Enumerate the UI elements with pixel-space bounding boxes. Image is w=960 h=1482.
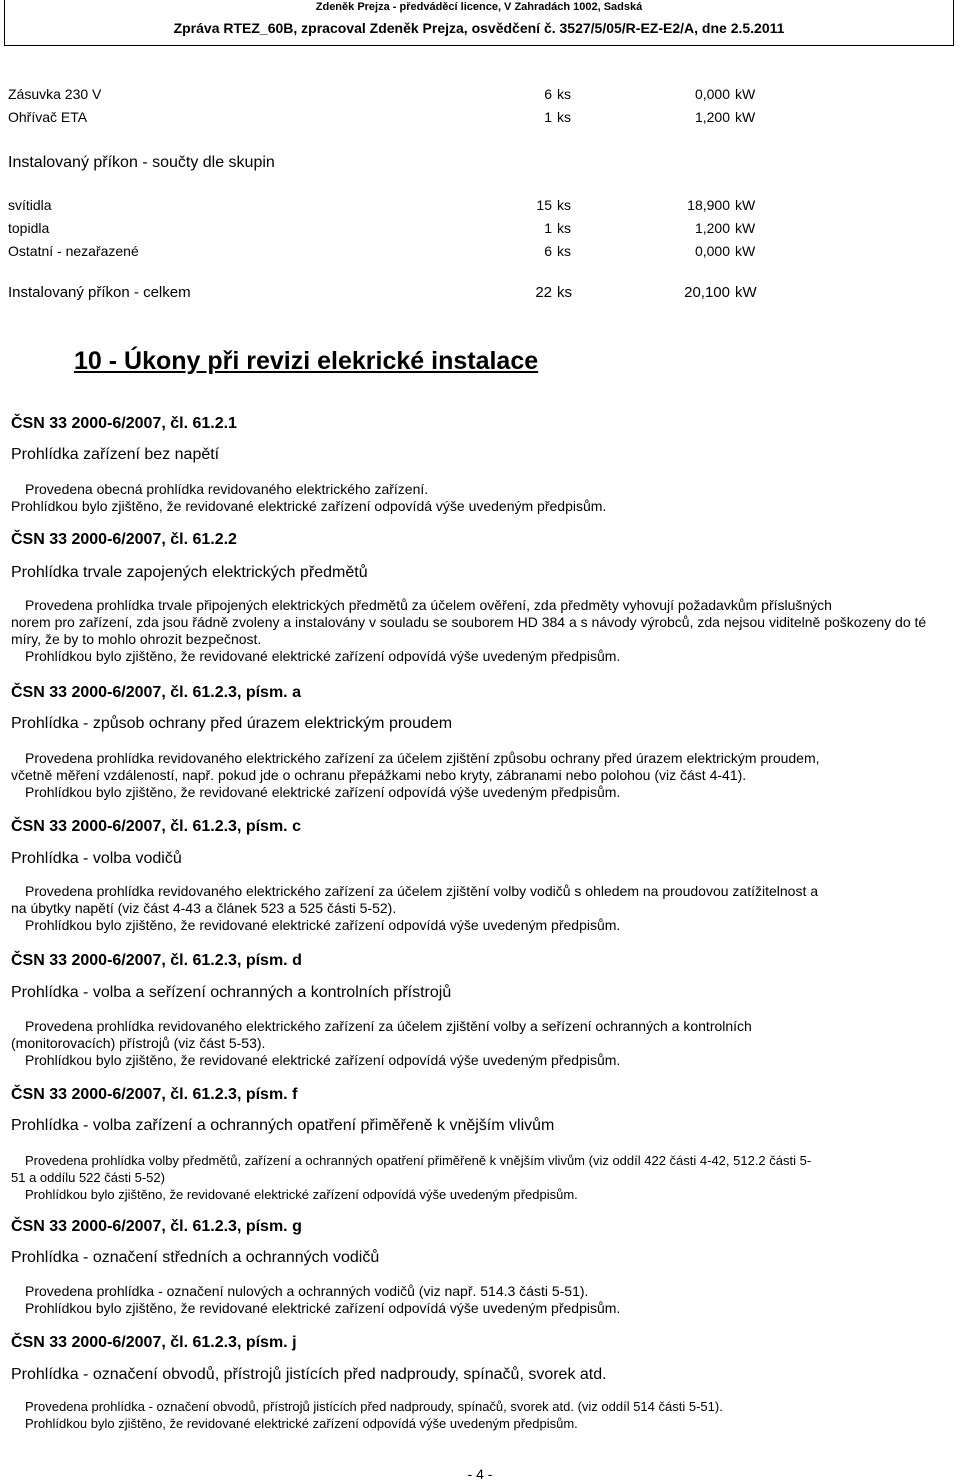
inspection-conclusion: Prohlídkou bylo zjištěno, že revidované elektrické zařízení odpovídá výše uvedeným předpisům.: [25, 1052, 621, 1068]
inspection-description-first: Provedena prohlídka volby předmětů, zařízení a ochranných opatření přiměřeně k vnějším vlivům (viz oddíl 422 části 4-42, 512.2 části 5-: [25, 1153, 812, 1168]
item-power: 0,000: [694, 86, 730, 102]
item-name: Ohřívač ETA: [8, 109, 88, 125]
inspection-description: Provedena obecná prohlídka revidovaného elektrického zařízení.: [25, 481, 429, 497]
total-power: 20,100: [684, 284, 730, 301]
total-unit: ks: [557, 284, 572, 301]
inspection-title: Prohlídka zařízení bez napětí: [11, 446, 220, 463]
group-unit: ks: [557, 243, 571, 259]
standard-reference: ČSN 33 2000-6/2007, čl. 61.2.3, písm. d: [11, 952, 302, 969]
group-power: 0,000: [694, 243, 730, 259]
inspection-title: Prohlídka - způsob ochrany před úrazem elektrickým proudem: [11, 715, 453, 732]
total-qty: 22: [535, 284, 552, 301]
item-unit: ks: [557, 86, 571, 102]
group-name: Ostatní - nezařazené: [8, 243, 139, 259]
group-unit: ks: [557, 220, 571, 236]
inspection-title: Prohlídka - označení středních a ochranných vodičů: [11, 1249, 380, 1266]
group-power-unit: kW: [735, 220, 756, 236]
inspection-title: Prohlídka - volba a seřízení ochranných a kontrolních přístrojů: [11, 984, 452, 1001]
total-name: Instalovaný příkon - celkem: [8, 284, 191, 301]
header-report: Zpráva RTEZ_60B, zpracoval Zdeněk Prejza, osvědčení č. 3527/5/05/R-EZ-E2/A, dne 2.5.2011: [173, 20, 785, 36]
group-qty: 15: [536, 197, 552, 213]
group-power: 1,200: [694, 220, 730, 236]
inspection-conclusion: Prohlídkou bylo zjištěno, že revidované elektrické zařízení odpovídá výše uvedeným předpisům.: [25, 1300, 621, 1316]
inspection-conclusion: Prohlídkou bylo zjištěno, že revidované elektrické zařízení odpovídá výše uvedeným předpisům.: [25, 1187, 578, 1202]
standard-reference: ČSN 33 2000-6/2007, čl. 61.2.3, písm. a: [11, 684, 301, 701]
group-name: svítidla: [8, 197, 52, 213]
inspection-text: [11, 1152, 956, 1203]
inspection-conclusion: Prohlídkou bylo zjištěno, že revidované elektrické zařízení odpovídá výše uvedeným předpisům.: [25, 648, 621, 664]
inspection-description: Provedena prohlídka - označení obvodů, přístrojů jistících před nadproudy, spínačů, svorek atd. (viz oddíl 514 části 5-51).: [25, 1399, 723, 1414]
item-qty: 6: [544, 86, 552, 102]
group-power: 18,900: [687, 197, 730, 213]
inspection-description-first: Provedena prohlídka revidovaného elektrického zařízení za účelem zjištění volby a seřízení ochranných a kontrolních: [25, 1018, 752, 1034]
item-unit: ks: [557, 109, 571, 125]
inspection-description-rest: včetně měření vzdáleností, např. pokud jde o ochranu přepážkami nebo kryty, zábranami nebo polohou (viz část 4-41).: [11, 767, 747, 783]
standard-reference: ČSN 33 2000-6/2007, čl. 61.2.1: [11, 415, 237, 432]
item-power: 1,200: [694, 109, 730, 125]
standard-reference: ČSN 33 2000-6/2007, čl. 61.2.3, písm. f: [11, 1086, 298, 1103]
groups-title: Instalovaný příkon - součty dle skupin: [8, 154, 275, 171]
inspection-description-rest: norem pro zařízení, zda jsou řádně zvoleny a instalovány v souladu se souborem HD 384 a s návody výrobců, zda nejsou viditelně poškozeny do té míry, že by to mohlo ohrozit bezpečnost.: [11, 614, 927, 647]
inspection-title: Prohlídka - označení obvodů, přístrojů jistících před nadproudy, spínačů, svorek atd.: [11, 1366, 607, 1383]
inspection-description-first: Provedena prohlídka revidovaného elektrického zařízení za účelem zjištění volby vodičů s ohledem na proudovou zatížitelnost a: [25, 883, 819, 899]
page-number: - 4 -: [467, 1466, 493, 1482]
inspection-conclusion: Prohlídkou bylo zjištěno, že revidované elektrické zařízení odpovídá výše uvedeným předpisům.: [11, 498, 607, 514]
inspection-text: [11, 481, 956, 515]
inspection-conclusion: Prohlídkou bylo zjištěno, že revidované elektrické zařízení odpovídá výše uvedeným předpisům.: [25, 784, 621, 800]
inspection-description-first: Provedena prohlídka revidovaného elektrického zařízení za účelem zjištění způsobu ochrany před úrazem elektrickým proudem,: [25, 750, 820, 766]
inspection-text: [11, 1398, 956, 1432]
inspection-text: [11, 883, 956, 934]
inspection-text: [11, 1018, 956, 1069]
inspection-description: Provedena prohlídka - označení nulových a ochranných vodičů (viz např. 514.3 části 5-51).: [25, 1283, 589, 1299]
inspection-description-first: Provedena prohlídka trvale připojených elektrických předmětů za účelem ověření, zda předměty vyhovují požadavkům příslušných: [25, 597, 832, 613]
inspection-title: Prohlídka - volba vodičů: [11, 850, 182, 867]
inspection-title: Prohlídka - volba zařízení a ochranných opatření přiměřeně k vnějším vlivům: [11, 1117, 555, 1134]
item-power-unit: kW: [735, 109, 756, 125]
group-unit: ks: [557, 197, 571, 213]
group-qty: 1: [544, 220, 552, 236]
inspection-text: [11, 750, 956, 801]
inspection-description-rest: 51 a oddílu 522 části 5-52): [11, 1170, 165, 1185]
header-licence: Zdeněk Prejza - předváděcí licence, V Zahradách 1002, Sadská: [315, 1, 643, 13]
item-power-unit: kW: [735, 86, 756, 102]
standard-reference: ČSN 33 2000-6/2007, čl. 61.2.2: [11, 531, 237, 548]
inspection-description-rest: (monitorovacích) přístrojů (viz část 5-53).: [11, 1035, 266, 1051]
section-title: 10 - Úkony při revizi elekrické instalace: [74, 347, 539, 375]
inspection-text: [11, 597, 956, 665]
inspection-conclusion: Prohlídkou bylo zjištěno, že revidované elektrické zařízení odpovídá výše uvedeným předpisům.: [25, 917, 621, 933]
inspection-text: [11, 1283, 956, 1317]
group-power-unit: kW: [735, 197, 756, 213]
standard-reference: ČSN 33 2000-6/2007, čl. 61.2.3, písm. g: [11, 1218, 302, 1235]
group-qty: 6: [544, 243, 552, 259]
group-name: topidla: [8, 220, 50, 236]
total-power-unit: kW: [735, 284, 757, 301]
standard-reference: ČSN 33 2000-6/2007, čl. 61.2.3, písm. c: [11, 818, 301, 835]
page-header: [4, 0, 954, 46]
inspection-description-rest: na úbytky napětí (viz část 4-43 a článek 523 a 525 části 5-52).: [11, 900, 397, 916]
standard-reference: ČSN 33 2000-6/2007, čl. 61.2.3, písm. j: [11, 1334, 297, 1351]
inspection-title: Prohlídka trvale zapojených elektrických předmětů: [11, 564, 368, 581]
item-qty: 1: [544, 109, 552, 125]
item-name: Zásuvka 230 V: [8, 86, 102, 102]
inspection-conclusion: Prohlídkou bylo zjištěno, že revidované elektrické zařízení odpovídá výše uvedeným předpisům.: [25, 1416, 578, 1431]
group-power-unit: kW: [735, 243, 756, 259]
